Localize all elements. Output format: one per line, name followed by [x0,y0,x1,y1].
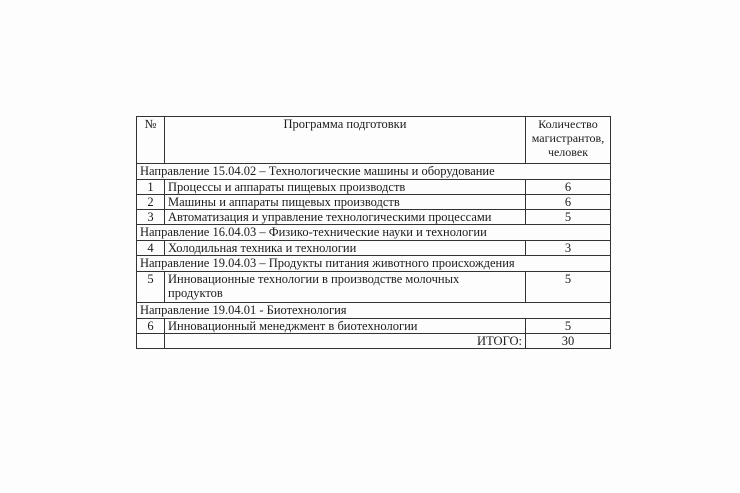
header-quantity [526,117,611,164]
total-value: 30 [526,334,611,349]
row-program: Процессы и аппараты пищевых производств [165,180,526,195]
row-program: Холодильная техника и технологии [165,241,526,256]
row-quantity: 6 [526,195,611,210]
direction-title: Направление 15.04.02 – Технологические машины и оборудование [137,164,611,180]
header-quantity-line1: Количество [538,117,598,131]
table-row [137,319,611,334]
row-program [165,272,526,303]
row-program-line2: продуктов [168,286,223,300]
direction-title: Направление 19.04.03 – Продукты питания животного происхождения [137,256,611,272]
row-num: 3 [137,210,165,225]
table-row [137,272,611,303]
total-empty-cell [137,334,165,349]
table-row [137,210,611,225]
row-program-line1: Инновационные технологии в производстве молочных [168,272,460,286]
row-num: 2 [137,195,165,210]
row-quantity: 6 [526,180,611,195]
direction-row [137,303,611,319]
row-program: Автоматизация и управление технологическими процессами [165,210,526,225]
row-program: Инновационный менеджмент в биотехнологии [165,319,526,334]
direction-row [137,164,611,180]
header-program: Программа подготовки [165,117,526,164]
direction-row [137,225,611,241]
table-row [137,180,611,195]
header-quantity-line3: человек [547,145,589,159]
row-num: 1 [137,180,165,195]
row-quantity: 3 [526,241,611,256]
row-num: 6 [137,319,165,334]
row-quantity: 5 [526,319,611,334]
row-program: Машины и аппараты пищевых производств [165,195,526,210]
row-num: 5 [137,272,165,303]
table-row [137,241,611,256]
header-num: № [137,117,165,164]
total-row [137,334,611,349]
header-quantity-line2: магистрантов, [531,131,605,145]
direction-row [137,256,611,272]
direction-title: Направление 19.04.01 - Биотехнология [137,303,611,319]
table-header-row [137,117,611,164]
training-programs-table [136,116,611,349]
row-quantity: 5 [526,272,611,303]
direction-title: Направление 16.04.03 – Физико-технические науки и технологии [137,225,611,241]
row-quantity: 5 [526,210,611,225]
row-num: 4 [137,241,165,256]
table-row [137,195,611,210]
total-label: ИТОГО: [165,334,526,349]
